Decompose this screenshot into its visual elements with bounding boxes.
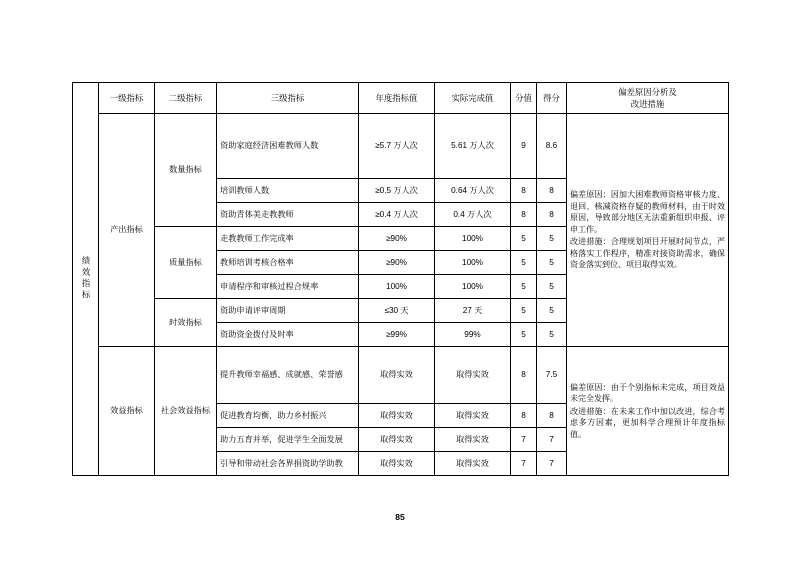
indicator-name: 资助资金拨付及时率 [217, 323, 359, 347]
indicator-actual: 取得实效 [435, 347, 511, 404]
indicator-score: 8 [537, 179, 567, 203]
column-header-level2: 二级指标 [155, 83, 217, 114]
indicator-name: 走教教师工作完成率 [217, 227, 359, 251]
performance-indicator-table [72, 82, 729, 476]
table-header-row [73, 83, 729, 114]
table-row [73, 347, 729, 404]
indicator-actual: 100% [435, 227, 511, 251]
page-number: 85 [395, 512, 405, 522]
indicator-score: 5 [537, 227, 567, 251]
column-header-score-max: 分值 [511, 83, 537, 114]
indicator-score: 5 [537, 299, 567, 323]
indicator-target: ≤30 天 [359, 299, 435, 323]
column-header-level1: 一级指标 [99, 83, 155, 114]
performance-table-container [72, 82, 728, 476]
column-header-deviation [567, 83, 729, 114]
indicator-score-max: 5 [511, 251, 537, 275]
indicator-score-max: 5 [511, 299, 537, 323]
indicator-name: 引导和带动社会各界捐资助学助教 [217, 452, 359, 476]
indicator-actual: 100% [435, 275, 511, 299]
table-side-label: 绩效指标 [81, 256, 92, 302]
indicator-score-max: 8 [511, 347, 537, 404]
indicator-score-max: 5 [511, 227, 537, 251]
indicator-target: 取得实效 [359, 404, 435, 428]
indicator-score-max: 8 [511, 203, 537, 227]
column-header-actual-value: 实际完成值 [435, 83, 511, 114]
column-header-deviation-line2: 改进措施 [630, 99, 665, 109]
indicator-target: ≥90% [359, 251, 435, 275]
indicator-name: 资助申请评审周期 [217, 299, 359, 323]
indicator-score-max: 9 [511, 114, 537, 179]
indicator-actual: 取得实效 [435, 452, 511, 476]
indicator-name: 培训教师人数 [217, 179, 359, 203]
column-header-score: 得分 [537, 83, 567, 114]
indicator-score: 7.5 [537, 347, 567, 404]
indicator-target: ≥90% [359, 227, 435, 251]
indicator-target: ≥99% [359, 323, 435, 347]
indicator-score-max: 8 [511, 179, 537, 203]
group-level2-social-benefit: 社会效益指标 [155, 347, 217, 476]
indicator-actual: 100% [435, 251, 511, 275]
indicator-target: ≥5.7 万人次 [359, 114, 435, 179]
column-header-deviation-line1: 偏差原因分析及 [618, 86, 677, 97]
indicator-name: 助力五育并举，促进学生全面发展 [217, 428, 359, 452]
improvement-measure: 改进措施：在未来工作中加以改进，综合考虑多方因素，更加科学合理预计年度指标值。 [570, 406, 725, 439]
deviation-note-benefit [567, 347, 729, 476]
indicator-score: 7 [537, 428, 567, 452]
deviation-note-output [567, 114, 729, 347]
indicator-name: 促进教育均衡，助力乡村振兴 [217, 404, 359, 428]
group-level1-benefit: 效益指标 [99, 347, 155, 476]
table-side-label-cell [73, 83, 99, 476]
group-level1-output: 产出指标 [99, 114, 155, 347]
indicator-target: ≥0.4 万人次 [359, 203, 435, 227]
indicator-actual: 取得实效 [435, 404, 511, 428]
table-row [73, 114, 729, 179]
indicator-actual: 取得实效 [435, 428, 511, 452]
indicator-name: 资助青体美走教教师 [217, 203, 359, 227]
indicator-score-max: 7 [511, 428, 537, 452]
indicator-actual: 99% [435, 323, 511, 347]
indicator-score-max: 7 [511, 452, 537, 476]
indicator-target: 取得实效 [359, 347, 435, 404]
indicator-score-max: 8 [511, 404, 537, 428]
indicator-target: 100% [359, 275, 435, 299]
indicator-actual: 0.64 万人次 [435, 179, 511, 203]
indicator-actual: 5.61 万人次 [435, 114, 511, 179]
group-level2-quality: 质量指标 [155, 227, 217, 299]
indicator-name: 提升教师幸福感、成就感、荣誉感 [217, 347, 359, 404]
indicator-name: 资助家庭经济困难教师人数 [217, 114, 359, 179]
indicator-score: 5 [537, 323, 567, 347]
deviation-reason: 偏差原因：由于个别指标未完成，项目效益未完全发挥。 [570, 382, 725, 404]
indicator-name: 申请程序和审核过程合规率 [217, 275, 359, 299]
indicator-target: 取得实效 [359, 428, 435, 452]
column-header-level3: 三级指标 [217, 83, 359, 114]
indicator-score: 5 [537, 275, 567, 299]
indicator-score: 7 [537, 452, 567, 476]
indicator-actual: 27 天 [435, 299, 511, 323]
group-level2-quantity: 数量指标 [155, 114, 217, 227]
indicator-score-max: 5 [511, 323, 537, 347]
indicator-name: 教师培训考核合格率 [217, 251, 359, 275]
indicator-score: 8 [537, 203, 567, 227]
indicator-score: 8.6 [537, 114, 567, 179]
indicator-actual: 0.4 万人次 [435, 203, 511, 227]
indicator-score: 8 [537, 404, 567, 428]
indicator-score: 5 [537, 251, 567, 275]
indicator-score-max: 5 [511, 275, 537, 299]
column-header-target-value: 年度指标值 [359, 83, 435, 114]
improvement-measure: 改进措施：合理规划项目开展时间节点，严格落实工作程序，精准对接资助需求，确保资金落实到位、项目取得实效。 [570, 237, 725, 270]
deviation-reason: 偏差原因：因加大困难教师资格审核力度、退回、核减资格存疑的教师材料，由于时效原因，导致部分地区无法重新组织申报、评申工作。 [570, 189, 725, 234]
indicator-target: 取得实效 [359, 452, 435, 476]
group-level2-timeliness: 时效指标 [155, 299, 217, 347]
indicator-target: ≥0.5 万人次 [359, 179, 435, 203]
